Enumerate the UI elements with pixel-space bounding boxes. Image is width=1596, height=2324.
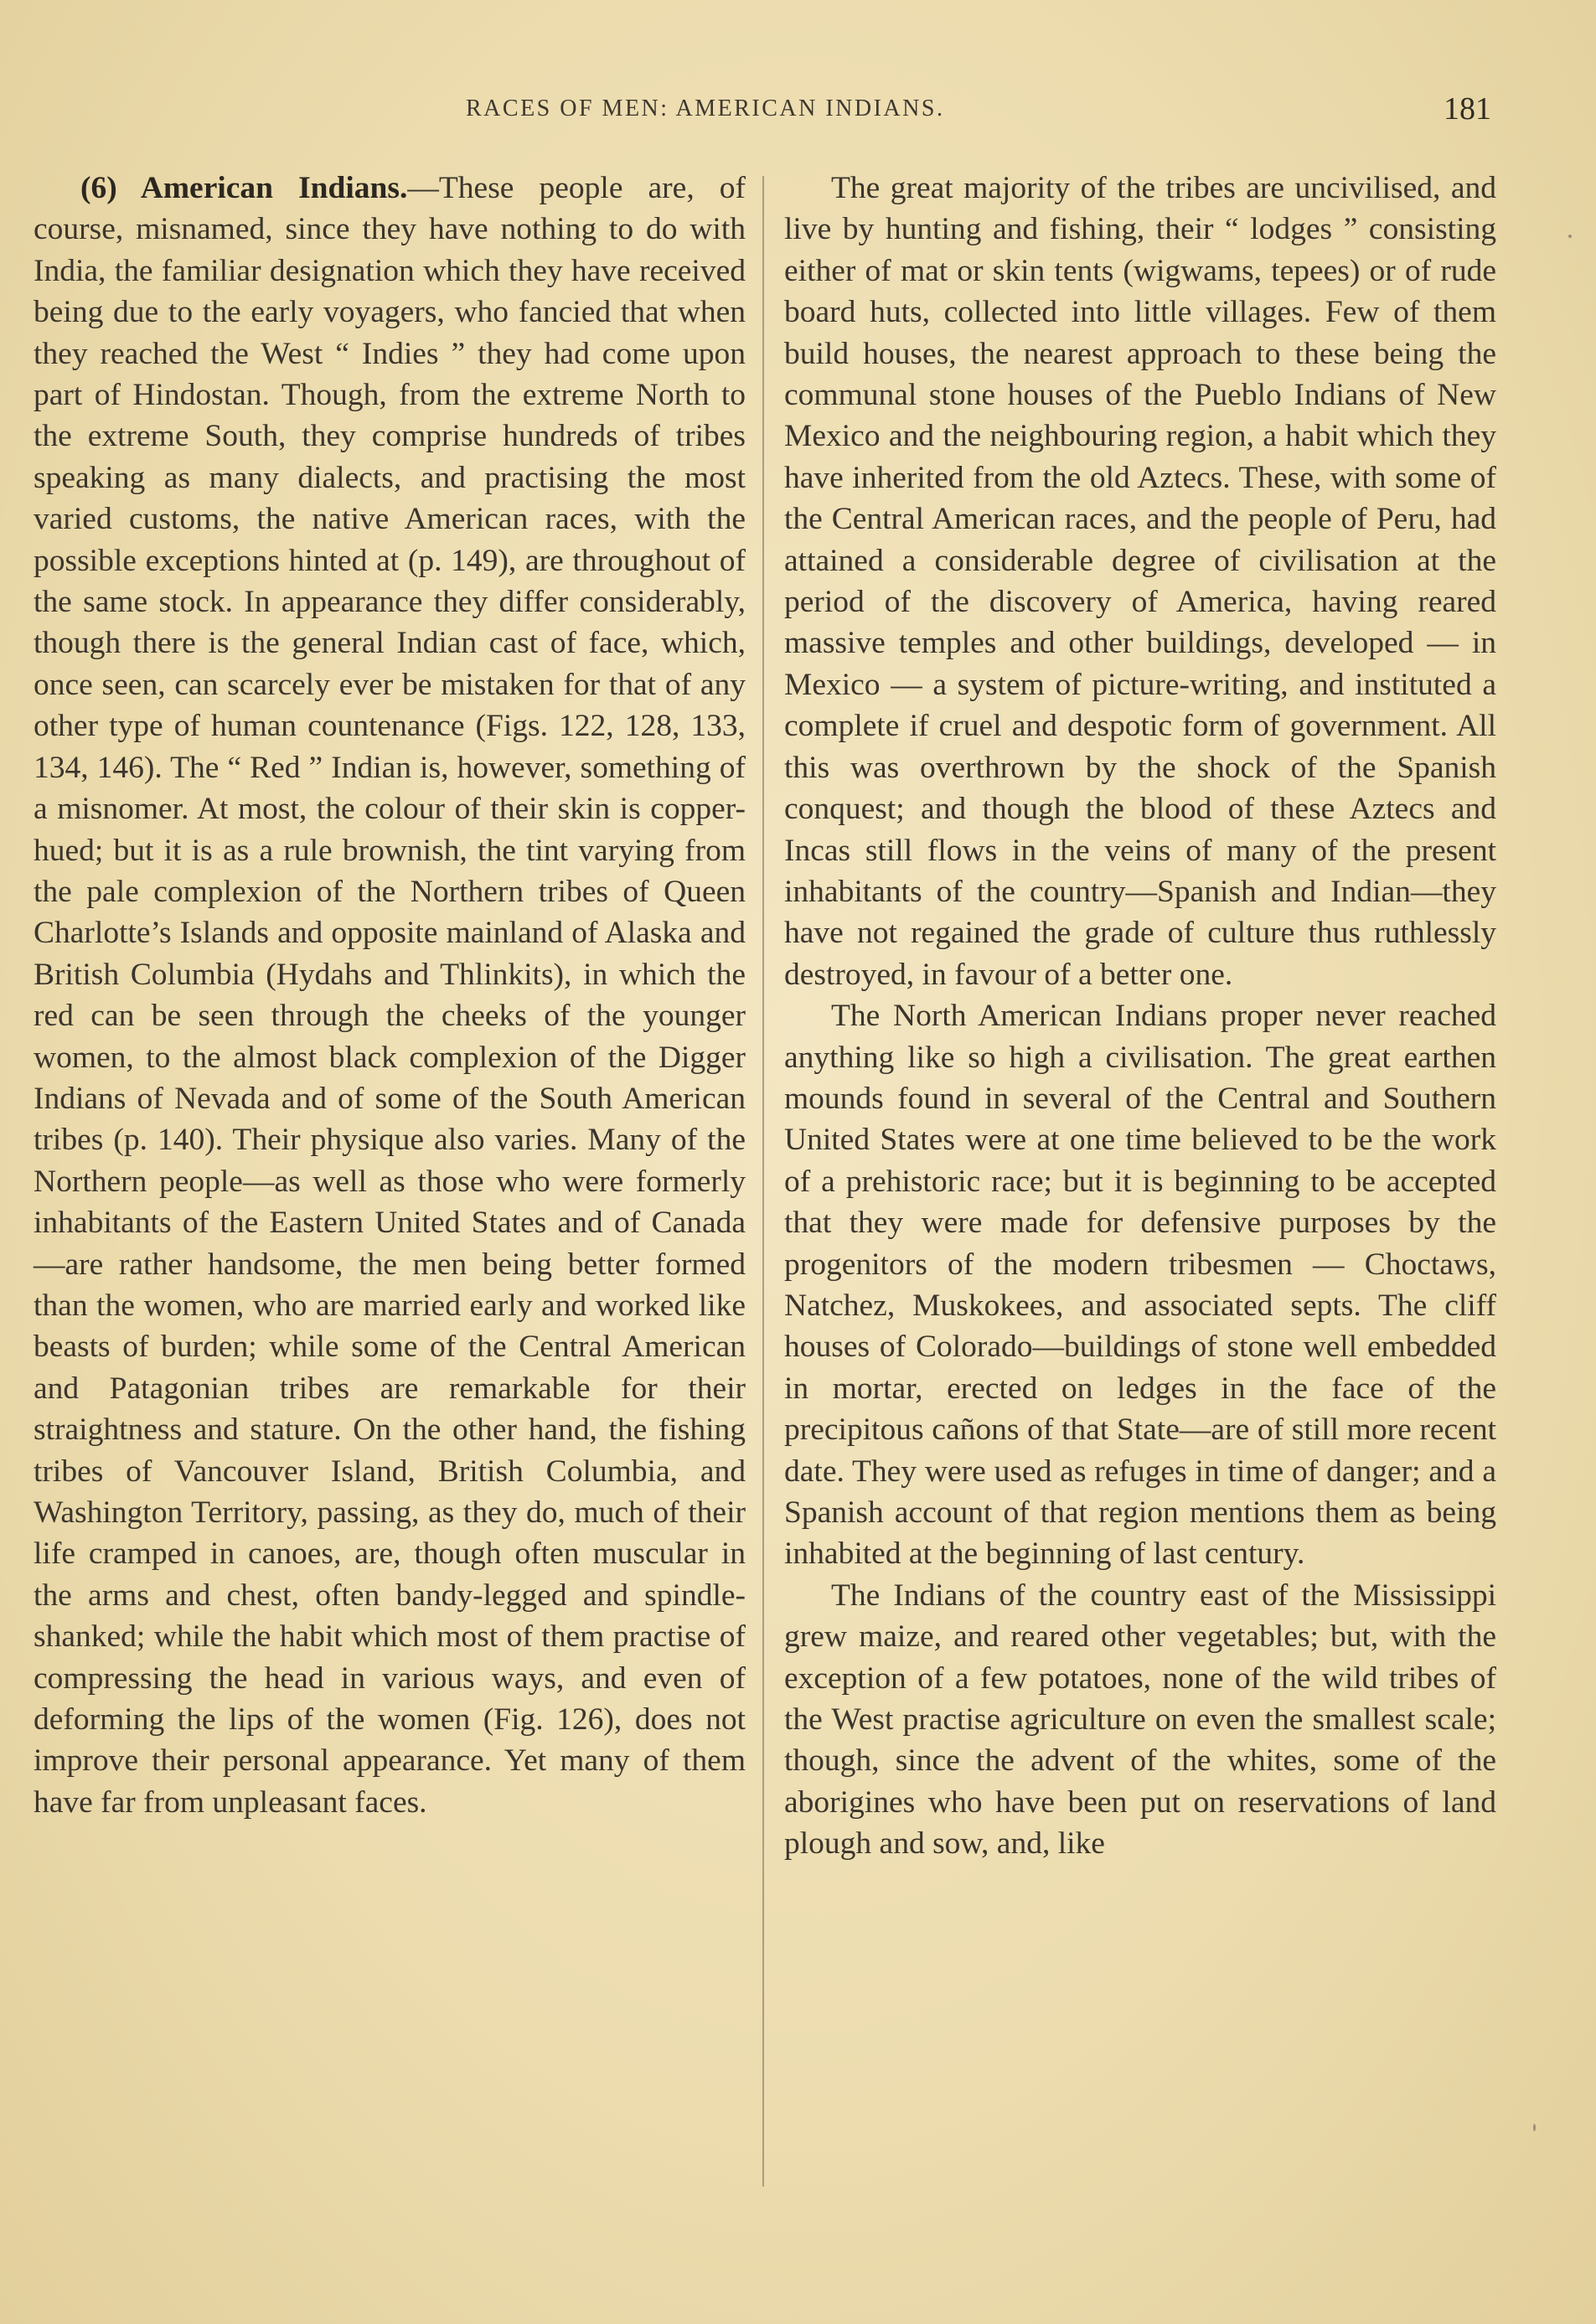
paper-speck — [1533, 2124, 1536, 2131]
right-column — [784, 168, 1496, 1865]
paper-speck — [1568, 235, 1572, 238]
paragraph-text: —These people are, of course, misnamed, since they have nothing to do with India, the familiar designation which they have received being due to the early voyagers, who fancied that when they reached the West “ Indies ” they had come upon part of Hindostan. Though, from the extreme North to the extreme South, they comprise hundreds of tribes speaking as many dialects, and practising the most varied customs, the native American races, with the possible exceptions hinted at (p. 149), are throughout of the same stock. In appearance they differ considerably, though there is the general Indian cast of face, which, once seen, can scarcely ever be mistaken for that of any other type of human countenance (Figs. 122, 128, 133, 134, 146). The “ Red ” Indian is, however, something of a misnomer. At most, the colour of their skin is copper-hued; but it is as a rule brownish, the tint varying from the pale complexion of the Northern tribes of Queen Charlotte’s Islands and opposite mainland of Alaska and British Columbia (Hydahs and Thlinkits), in which the red can be seen through the cheeks of the younger women, to the almost black complexion of the Digger Indians of Nevada and of some of the South American tribes (p. 140). Their physique also varies. Many of the Northern people—as well as those who were formerly inhabitants of the Eastern United States and of Canada—are rather handsome, the men being better formed than the women, who are married early and worked like beasts of burden; while some of the Central American and Patagonian tribes are remarkable for their straightness and stature. On the other hand, the fishing tribes of Vancouver Island, British Columbia, and Washington Territory, passing, as they do, much of their life cramped in canoes, are, though often muscular in the arms and chest, often bandy-legged and spindle-shanked; while the habit which most of them practise of compressing the head in various ways, and even of deforming the lips of the women (Fig. 126), does not improve their personal appearance. Yet many of them have far from unpleasant faces. — [34, 171, 746, 1820]
section-lead-heading: (6) American Indians. — [80, 171, 408, 205]
paragraph-agriculture: The Indians of the country east of the Mississippi grew maize, and reared other vegetables; but, with the exception of a few potatoes, none of the wild tribes of the West practise agriculture on even the smallest scale; though, since the advent of the whites, some of the aborigines who have been put on reservations of land plough and sow, and, like — [784, 1578, 1496, 1862]
page-number: 181 — [1444, 91, 1491, 127]
column-divider — [762, 176, 764, 2187]
left-column — [34, 168, 746, 1823]
paragraph-civilisation: The great majority of the tribes are uncivilised, and live by hunting and fishing, their “ lodges ” consisting either of mat or skin tents (wigwams, tepees) or of rude board huts, collected into little villages. Few of them build houses, the nearest approach to these being the communal stone houses of the Pueblo Indians of New Mexico and the neighbouring region, a habit which they have inherited from the old Aztecs. These, with some of the Central American races, and the people of Peru, had attained a considerable degree of civilisation at the period of the discovery of America, having reared massive temples and other buildings, developed — in Mexico — a system of picture-writing, and instituted a complete if cruel and despotic form of government. All this was overthrown by the shock of the Spanish conquest; and though the blood of these Aztecs and Incas still flows in the veins of many of the present inhabitants of the country—Spanish and Indian—they have not regained the grade of culture thus ruthlessly destroyed, in favour of a better one. — [784, 171, 1496, 992]
running-head: RACES OF MEN: AMERICAN INDIANS. — [466, 96, 945, 121]
page-header — [34, 90, 1491, 127]
paragraph-american-indians — [34, 168, 746, 1823]
paragraph-mounds: The North American Indians proper never reached anything like so high a civilisation. The great earthen mounds found in several of the Central and Southern United States were at one time believed to be the work of a prehistoric race; but it is beginning to be accepted that they were made for defensive purposes by the progenitors of the modern tribesmen — Choctaws, Natchez, Muskokees, and associated septs. The cliff houses of Colorado—buildings of stone well embedded in mortar, erected on ledges in the face of the precipitous cañons of that State—are of still more recent date. They were used as refuges in time of danger; and a Spanish account of that region mentions them as being inhabited at the beginning of last century. — [784, 999, 1496, 1572]
